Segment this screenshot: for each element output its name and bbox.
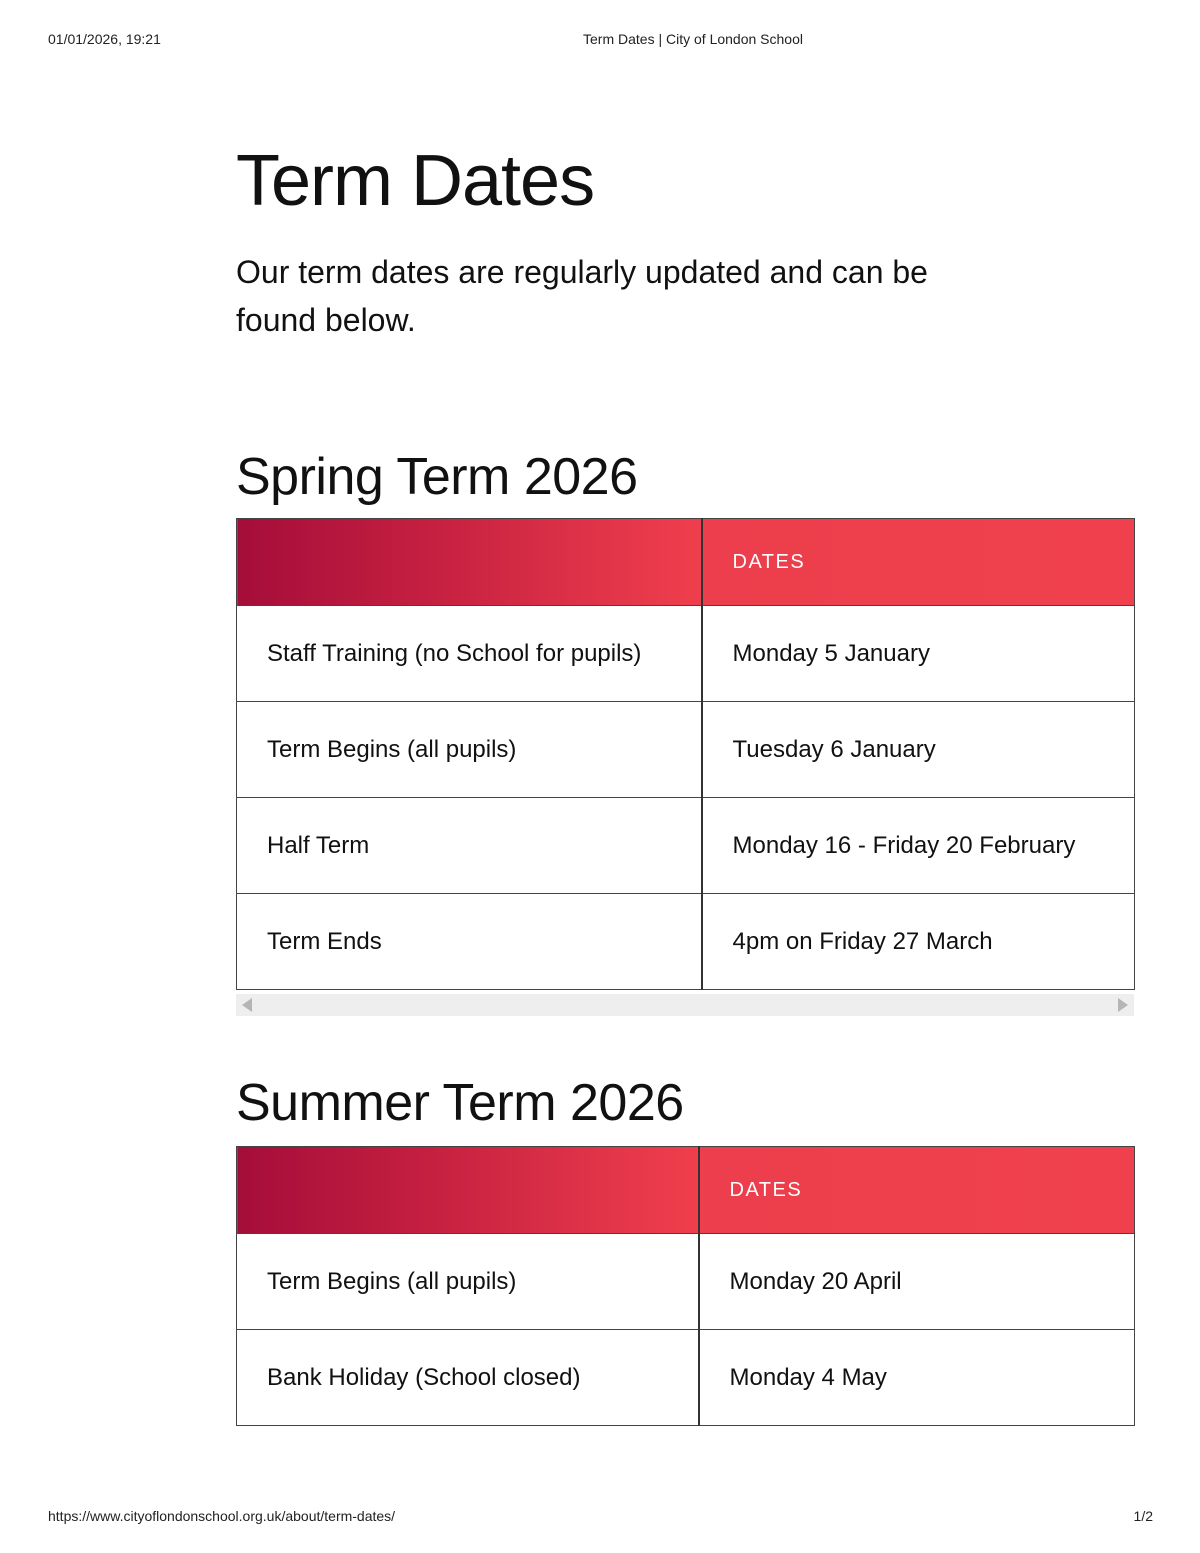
page-intro: Our term dates are regularly updated and can be found below. — [236, 254, 928, 338]
date-cell: Monday 16 - Friday 20 February — [702, 798, 1135, 894]
table-row — [237, 1330, 1135, 1426]
table-row — [237, 798, 1135, 894]
scroll-right-arrow-icon[interactable] — [1118, 998, 1128, 1012]
table-row — [237, 1234, 1135, 1330]
table-header-dates: DATES — [699, 1147, 1135, 1234]
scroll-left-arrow-icon[interactable] — [242, 998, 252, 1012]
event-cell: Half Term — [237, 798, 702, 894]
date-cell: Tuesday 6 January — [702, 702, 1135, 798]
print-page-title: Term Dates | City of London School — [583, 31, 803, 47]
event-cell: Bank Holiday (School closed) — [237, 1330, 699, 1426]
date-cell: Monday 5 January — [702, 606, 1135, 702]
table-header-event — [237, 1147, 699, 1234]
table-row — [237, 606, 1135, 702]
print-datetime: 01/01/2026, 19:21 — [48, 31, 161, 47]
table-row — [237, 702, 1135, 798]
event-cell: Staff Training (no School for pupils) — [237, 606, 702, 702]
print-page-number: 1/2 — [1133, 1508, 1153, 1524]
table-horizontal-scrollbar[interactable] — [236, 994, 1134, 1016]
event-cell: Term Ends — [237, 894, 702, 990]
date-cell: Monday 20 April — [699, 1234, 1135, 1330]
summer-term-table — [236, 1146, 1135, 1426]
event-cell: Term Begins (all pupils) — [237, 702, 702, 798]
spring-term-table — [236, 518, 1135, 990]
date-cell: Monday 4 May — [699, 1330, 1135, 1426]
summer-term-title: Summer Term 2026 — [236, 1074, 684, 1132]
event-cell: Term Begins (all pupils) — [237, 1234, 699, 1330]
table-header-row — [237, 519, 1135, 606]
date-cell: 4pm on Friday 27 March — [702, 894, 1135, 990]
page-title: Term Dates — [236, 141, 595, 221]
table-header-row — [237, 1147, 1135, 1234]
table-row — [237, 894, 1135, 990]
print-url: https://www.cityoflondonschool.org.uk/about/term-dates/ — [48, 1508, 396, 1524]
spring-term-title: Spring Term 2026 — [236, 448, 638, 506]
table-header-dates: DATES — [702, 519, 1135, 606]
table-header-event — [237, 519, 702, 606]
